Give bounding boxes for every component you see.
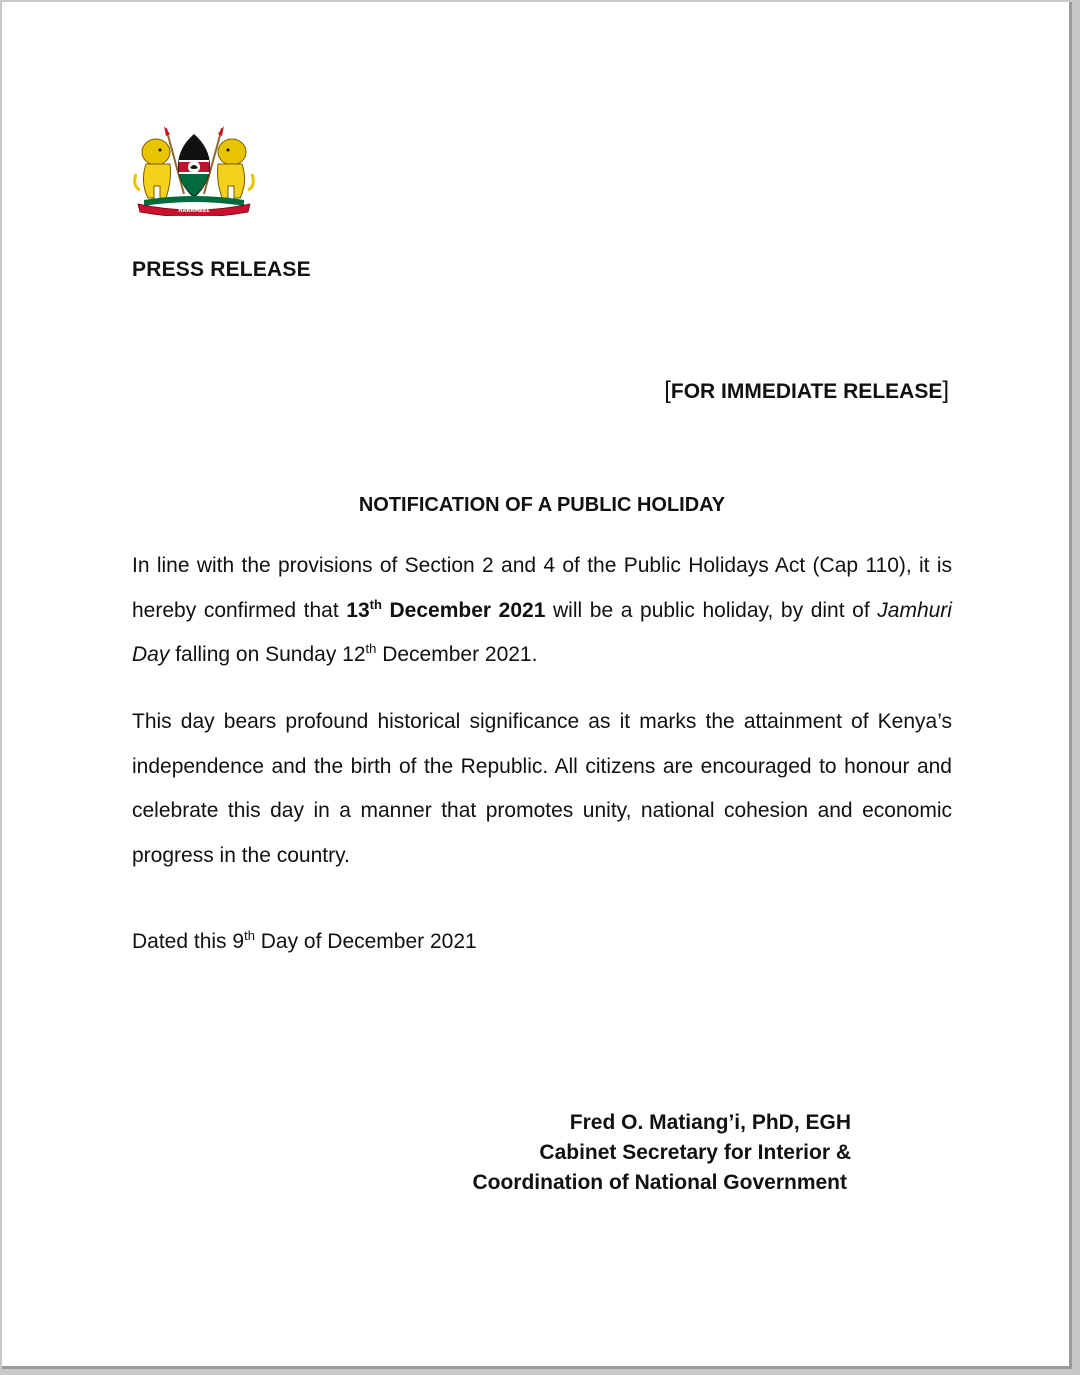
dated-prefix: Dated this 9: [132, 930, 245, 953]
holiday-date: [346, 596, 546, 622]
signatory-title-line2: Coordination of National Government: [472, 1171, 847, 1194]
holiday-name: Jamhuri Day: [132, 598, 952, 666]
svg-text:HARAMBEE: HARAMBEE: [178, 208, 210, 214]
paragraph1-part3: falling on Sunday 12: [169, 643, 366, 666]
for-immediate-release-text: FOR IMMEDIATE RELEASE: [670, 380, 943, 403]
document-title: NOTIFICATION OF A PUBLIC HOLIDAY: [358, 494, 726, 516]
signatory-title-line1: Cabinet Secretary for Interior &: [539, 1141, 851, 1164]
paragraph1-part1: In line with the provisions of Section 2 and 4 of the Public Holidays Act (Cap 110), it is hereby confirmed that: [132, 554, 952, 622]
dated-suffix: th: [244, 928, 255, 943]
right-lion-icon: [218, 139, 254, 198]
dated-rest: Day of December 2021: [254, 930, 477, 953]
holiday-date-suffix: th: [369, 596, 382, 612]
signatory-name: Fred O. Matiang’i, PhD, EGH: [569, 1111, 851, 1134]
signature-block: [472, 1108, 851, 1198]
paragraph1-part4: December 2021.: [376, 643, 538, 666]
paragraph-significance: This day bears profound historical significance as it marks the attainment of Kenya’s independence and the birth of the Republic. All citizens are encouraged to honour and celebrate this day in a manner that promotes unity, national cohesion and economic progress in the country.: [132, 710, 952, 867]
paragraph1-part2: will be a public holiday, by dint of: [545, 598, 878, 622]
holiday-date-rest: December 2021: [381, 598, 546, 622]
kenya-coat-of-arms-icon: [130, 124, 258, 216]
close-bracket: ]: [942, 377, 949, 404]
press-release-heading: PRESS RELEASE: [132, 258, 311, 281]
for-immediate-release-label: [664, 377, 949, 405]
left-lion-icon: [135, 139, 171, 198]
holiday-date-day: 13: [346, 598, 370, 622]
dated-line: [132, 930, 477, 954]
document-page: [2, 2, 1072, 1369]
open-bracket: [: [664, 377, 671, 404]
paragraph-notification: [132, 544, 952, 678]
sunday-date-suffix: th: [365, 641, 377, 656]
